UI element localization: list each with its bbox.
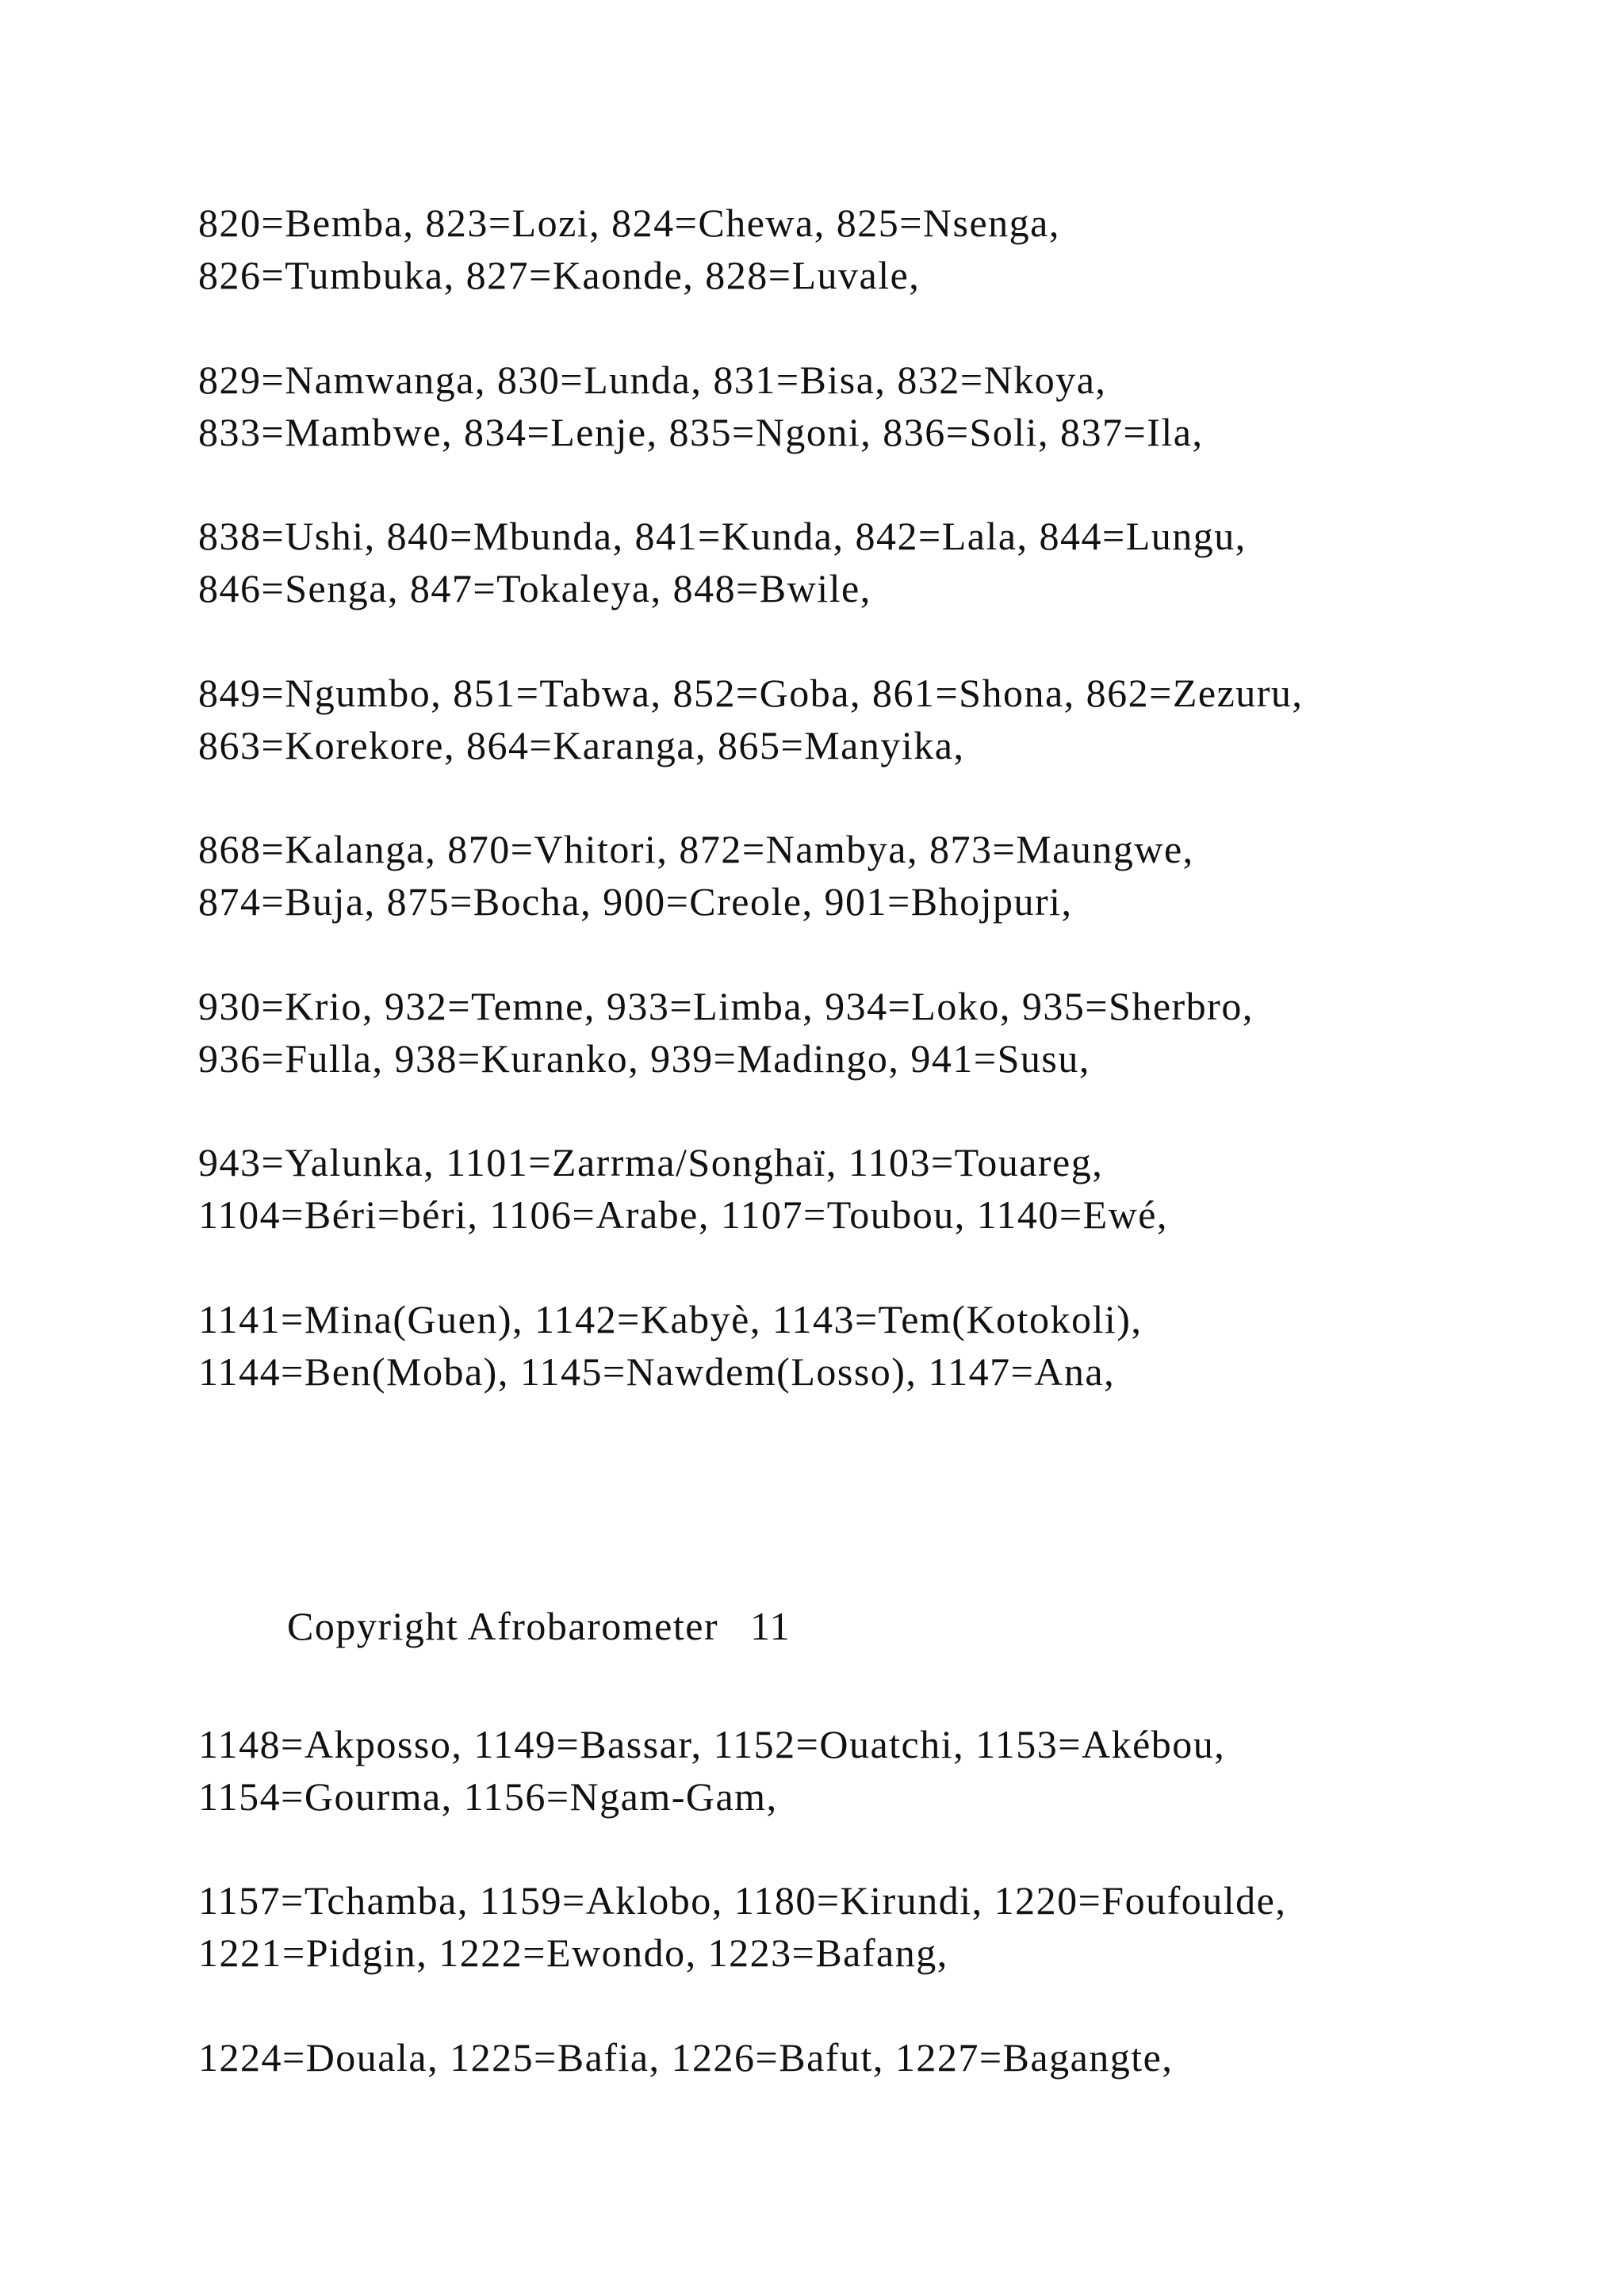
text-line: 1221=Pidgin, 1222=Ewondo, 1223=Bafang,: [198, 1931, 948, 1975]
text-line: 838=Ushi, 840=Mbunda, 841=Kunda, 842=Lala, 844=Lungu,: [198, 514, 1247, 558]
language-codes-paragraph-6: [198, 980, 1546, 1085]
text-line: 829=Namwanga, 830=Lunda, 831=Bisa, 832=Nkoya,: [198, 358, 1107, 402]
text-line: 833=Mambwe, 834=Lenje, 835=Ngoni, 836=Soli, 837=Ila,: [198, 410, 1204, 454]
language-codes-paragraph-4: [198, 667, 1546, 771]
text-line: 846=Senga, 847=Tokaleya, 848=Bwile,: [198, 566, 871, 610]
text-line: 1148=Akposso, 1149=Bassar, 1152=Ouatchi, 1153=Akébou,: [198, 1722, 1226, 1766]
text-line: 1157=Tchamba, 1159=Aklobo, 1180=Kirundi, 1220=Foufoulde,: [198, 1878, 1287, 1923]
page-footer: [287, 1600, 791, 1652]
text-line: 943=Yalunka, 1101=Zarrma/Songhaï, 1103=Touareg,: [198, 1140, 1104, 1184]
text-line: 930=Krio, 932=Temne, 933=Limba, 934=Loko, 935=Sherbro,: [198, 984, 1254, 1028]
language-codes-paragraph-5: [198, 823, 1546, 928]
text-line: 1154=Gourma, 1156=Ngam-Gam,: [198, 1774, 778, 1819]
language-codes-paragraph-3: [198, 510, 1546, 614]
language-codes-paragraph-8: [198, 1293, 1546, 1398]
text-line: 826=Tumbuka, 827=Kaonde, 828=Luvale,: [198, 253, 921, 297]
language-codes-paragraph-9: [198, 1718, 1546, 1823]
text-line: 868=Kalanga, 870=Vhitori, 872=Nambya, 873=Maungwe,: [198, 827, 1194, 871]
page-number: 11: [750, 1604, 791, 1648]
text-line: 849=Ngumbo, 851=Tabwa, 852=Goba, 861=Shona, 862=Zezuru,: [198, 671, 1304, 715]
text-line: 1141=Mina(Guen), 1142=Kabyè, 1143=Tem(Kotokoli),: [198, 1297, 1143, 1341]
text-line: 820=Bemba, 823=Lozi, 824=Chewa, 825=Nsenga,: [198, 201, 1060, 245]
text-line: 1104=Béri=béri, 1106=Arabe, 1107=Toubou, 1140=Ewé,: [198, 1192, 1168, 1237]
text-line: 863=Korekore, 864=Karanga, 865=Manyika,: [198, 723, 965, 767]
language-codes-paragraph-7: [198, 1136, 1546, 1241]
language-codes-paragraph-11: [198, 2031, 1546, 2084]
text-line: 936=Fulla, 938=Kuranko, 939=Madingo, 941=Susu,: [198, 1036, 1090, 1081]
text-line: 1144=Ben(Moba), 1145=Nawdem(Losso), 1147=Ana,: [198, 1349, 1116, 1394]
text-line: 874=Buja, 875=Bocha, 900=Creole, 901=Bhojpuri,: [198, 879, 1073, 924]
copyright-text: Copyright Afrobarometer: [287, 1604, 719, 1648]
language-codes-paragraph-10: [198, 1874, 1546, 1979]
language-codes-paragraph-2: [198, 354, 1546, 458]
language-codes-paragraph-1: [198, 197, 1546, 301]
text-line: 1224=Douala, 1225=Bafia, 1226=Bafut, 1227=Bagangte,: [198, 2035, 1174, 2080]
